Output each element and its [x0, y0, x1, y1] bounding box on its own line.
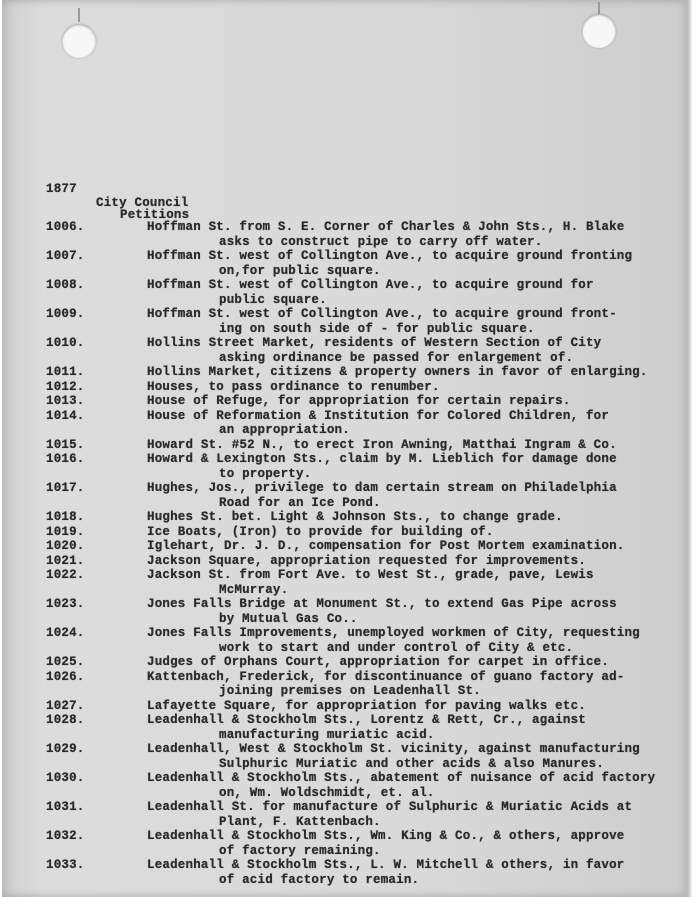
petition-number: 1013. [46, 394, 85, 408]
petition-line: Hoffman St. west of Collington Ave., to acquire ground fronting [147, 249, 633, 263]
petition-number: 1029. [46, 742, 85, 756]
petition-continuation: by Mutual Gas Co.. [219, 611, 358, 626]
petition-entry [46, 525, 686, 540]
petition-line: Hoffman St. west of Collington Ave., to acquire ground front- [147, 307, 617, 321]
petition-number: 1031. [46, 800, 85, 814]
petition-entry [46, 554, 686, 569]
petition-continuation: Sulphuric Muriatic and other acids & also Manures. [219, 756, 605, 771]
petition-continuation: an appropriation. [219, 423, 350, 437]
petition-text [147, 554, 686, 569]
petition-line: House of Refuge, for appropriation for certain repairs. [147, 394, 571, 408]
petition-text [147, 438, 686, 453]
petition-number: 1032. [46, 829, 85, 843]
petition-entry [46, 365, 686, 380]
document-page [2, 0, 692, 897]
petition-line: Hoffman St. west of Collington Ave., to acquire ground for [147, 278, 594, 292]
petition-entry [46, 278, 686, 307]
petition-text [147, 699, 686, 714]
petition-text [147, 380, 686, 395]
petition-text [147, 655, 686, 670]
petition-line: Hughes, Jos., privilege to dam certain stream on Philadelphia [147, 481, 617, 495]
petition-entry [46, 307, 686, 336]
petition-text [147, 249, 686, 278]
petition-entry [46, 568, 686, 597]
petition-line: Judges of Orphans Court, appropriation for carpet in office. [147, 655, 610, 669]
petition-number: 1009. [46, 307, 85, 321]
petition-number: 1011. [46, 365, 85, 379]
petition-entry [46, 742, 686, 771]
petition-entry [46, 452, 686, 481]
petition-continuation: manufacturing muriatic acid. [219, 727, 435, 742]
petition-number: 1019. [46, 524, 85, 539]
petition-continuation: of factory remaining. [219, 843, 381, 858]
petition-entry [46, 409, 686, 438]
petition-text [147, 771, 686, 800]
petition-line: Leadenhall & Stockholm Sts., L. W. Mitchell & others, in favor [147, 858, 625, 872]
petition-line: Ice Boats, (Iron) to provide for building of. [147, 524, 494, 539]
petition-number: 1030. [46, 771, 85, 785]
petition-number: 1007. [46, 249, 85, 263]
petition-number: 1033. [46, 858, 85, 872]
petition-entry [46, 699, 686, 714]
petition-text [147, 858, 686, 887]
petition-text [147, 278, 686, 307]
petition-text [147, 510, 686, 525]
petition-line: Hughes St. bet. Light & Johnson Sts., to change grade. [147, 510, 563, 524]
body-heading: City Council [96, 196, 189, 210]
petition-number: 1006. [46, 220, 85, 234]
petition-line: Howard & Lexington Sts., claim by M. Lieblich for damage done [147, 452, 617, 466]
petition-line: Leadenhall St. for manufacture of Sulphuric & Muriatic Acids at [147, 800, 633, 814]
petition-entry [46, 510, 686, 525]
petition-line: Hollins Market, citizens & property owners in favor of enlarging. [147, 365, 648, 379]
petition-line: Howard St. #52 N., to erect Iron Awning, Matthai Ingram & Co. [147, 437, 617, 452]
petition-text [147, 597, 686, 626]
petition-number: 1018. [46, 510, 85, 524]
section-heading: Petitions [120, 208, 190, 222]
petition-entry [46, 336, 686, 365]
petition-entry [46, 713, 686, 742]
petition-text [147, 409, 686, 438]
petition-entry [46, 858, 686, 887]
petition-line: Leadenhall & Stockholm Sts., Lorentz & Rett, Cr., against [147, 713, 586, 727]
petition-continuation: Road for an Ice Pond. [219, 495, 381, 510]
year-heading: 1877 [46, 182, 77, 196]
petition-entry [46, 539, 686, 554]
petition-entry [46, 829, 686, 858]
petition-number: 1017. [46, 481, 85, 495]
petition-line: Jackson Square, appropriation requested for improvements. [147, 553, 586, 568]
petition-number: 1021. [46, 553, 85, 568]
petition-line: Leadenhall & Stockholm Sts., Wm. King & Co., & others, approve [147, 829, 625, 843]
petition-text [147, 568, 686, 597]
petition-line: Iglehart, Dr. J. D., compensation for Post Mortem examination. [147, 539, 625, 553]
petition-line: Hoffman St. from S. E. Corner of Charles & John Sts., H. Blake [147, 220, 625, 234]
petition-text [147, 336, 686, 365]
petition-continuation: joining premises on Leadenhall St. [219, 684, 481, 698]
petition-number: 1016. [46, 452, 85, 466]
petition-continuation: asking ordinance be passed for enlargement of. [219, 350, 574, 365]
petition-number: 1008. [46, 278, 85, 292]
petition-continuation: on,for public square. [219, 263, 381, 278]
petition-line: Leadenhall & Stockholm Sts., abatement of nuisance of acid factory [147, 771, 656, 785]
petition-text [147, 525, 686, 540]
petition-text [147, 829, 686, 858]
petition-continuation: to property. [219, 466, 312, 481]
petition-entry [46, 670, 686, 699]
petition-number: 1022. [46, 568, 85, 582]
petition-text [147, 713, 686, 742]
petition-line: Jones Falls Bridge at Monument St., to extend Gas Pipe across [147, 597, 617, 611]
petition-number: 1027. [46, 698, 85, 713]
petition-continuation: of acid factory to remain. [219, 872, 420, 887]
petition-text [147, 220, 686, 249]
petition-entry [46, 597, 686, 626]
petition-entry [46, 220, 686, 249]
petition-number: 1015. [46, 437, 85, 452]
petition-line: Houses, to pass ordinance to renumber. [147, 379, 440, 394]
petition-entry [46, 655, 686, 670]
petition-text [147, 307, 686, 336]
petition-text [147, 394, 686, 409]
punch-hole [582, 14, 616, 48]
petition-entry [46, 249, 686, 278]
petition-entry [46, 394, 686, 409]
petition-line: House of Reformation & Institution for Colored Children, for [147, 408, 610, 423]
petition-entry [46, 481, 686, 510]
petition-list [46, 220, 686, 887]
petition-number: 1012. [46, 379, 85, 394]
petition-line: Kattenbach, Frederick, for discontinuance of guano factory ad- [147, 669, 625, 684]
petition-text [147, 365, 686, 380]
petition-line: Jackson St. from Fort Ave. to West St., grade, pave, Lewis [147, 568, 594, 582]
petition-line: Jones Falls Improvements, unemployed workmen of City, requesting [147, 626, 640, 640]
petition-number: 1010. [46, 336, 85, 350]
petition-number: 1020. [46, 539, 85, 553]
petition-entry [46, 380, 686, 395]
petition-line: Leadenhall, West & Stockholm St. vicinity, against manufacturing [147, 742, 640, 756]
petition-entry [46, 626, 686, 655]
petition-text [147, 800, 686, 829]
petition-line: Lafayette Square, for appropriation for paving walks etc. [147, 698, 586, 713]
petition-number: 1028. [46, 713, 85, 727]
petition-continuation: work to start and under control of City & etc. [219, 640, 574, 655]
petition-continuation: asks to construct pipe to carry off water. [219, 234, 543, 249]
petition-entry [46, 771, 686, 800]
petition-text [147, 481, 686, 510]
punch-hole [62, 24, 96, 58]
petition-number: 1024. [46, 626, 85, 640]
petition-continuation: on, Wm. Woldschmidt, et. al. [219, 785, 435, 800]
petition-continuation: ing on south side of - for public square. [219, 321, 535, 336]
petition-text [147, 539, 686, 554]
petition-text [147, 670, 686, 699]
petition-continuation: McMurray. [219, 582, 289, 597]
binder-mark [78, 8, 80, 22]
petition-text [147, 742, 686, 771]
petition-entry [46, 800, 686, 829]
petition-number: 1023. [46, 597, 85, 611]
petition-continuation: public square. [219, 292, 327, 307]
petition-line: Hollins Street Market, residents of Western Section of City [147, 336, 602, 350]
petition-text [147, 626, 686, 655]
petition-continuation: Plant, F. Kattenbach. [219, 814, 381, 829]
petition-number: 1014. [46, 408, 85, 423]
petition-entry [46, 438, 686, 453]
petition-text [147, 452, 686, 481]
petition-number: 1025. [46, 655, 85, 669]
petition-number: 1026. [46, 669, 85, 684]
